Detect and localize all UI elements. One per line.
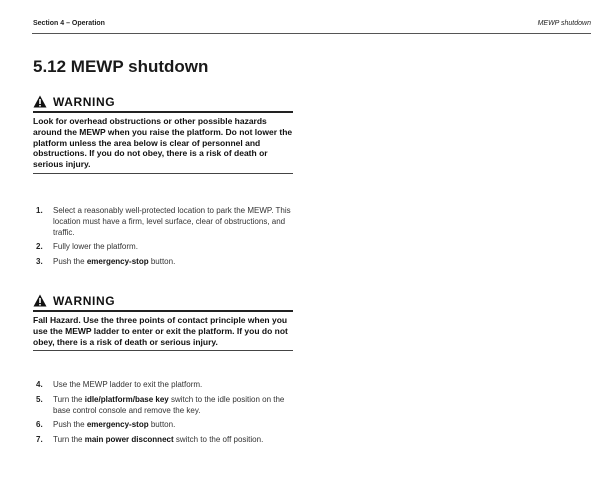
step-number: 3. — [36, 257, 43, 267]
control-name: idle/platform/base key — [84, 394, 169, 404]
warning-divider — [33, 111, 293, 113]
step-number: 1. — [36, 206, 43, 215]
step-text: Turn the — [53, 394, 85, 404]
warning-label: WARNING — [53, 293, 116, 308]
step-list — [33, 206, 293, 272]
control-name: main power disconnect — [84, 435, 174, 445]
step-text: Fully lower the platform. — [53, 242, 138, 252]
warning-triangle-icon — [33, 294, 47, 307]
step-number: 2. — [36, 242, 43, 252]
warning-triangle-icon — [33, 95, 47, 108]
warning-divider — [33, 350, 293, 351]
warning-box-overhead — [33, 94, 293, 174]
step-number: 6. — [36, 420, 43, 430]
step-number: 7. — [36, 435, 43, 445]
header-divider — [32, 33, 591, 34]
step-text: Push the — [53, 257, 87, 267]
step-text: Push the — [53, 420, 87, 430]
step-item — [33, 380, 293, 391]
step-item — [33, 257, 293, 268]
step-item — [33, 395, 293, 417]
step-text: switch to the off position. — [173, 435, 264, 445]
topic-header: MEWP shutdown — [537, 20, 591, 27]
step-item — [33, 420, 293, 431]
warning-divider — [33, 310, 293, 312]
step-number: 5. — [36, 394, 43, 404]
control-name: emergency-stop — [86, 257, 149, 267]
step-text: switch to the idle position on the base control console and remove the key. — [53, 394, 285, 415]
step-text: Select a reasonably well-protected location to park the MEWP. This location must have a firm, level surface, clear of obstructions, and traffic. — [53, 206, 291, 237]
page-title: 5.12 MEWP shutdown — [33, 57, 209, 76]
warning-text: Fall Hazard. Use the three points of contact principle when you use the MEWP ladder to enter or exit the platform. If you do not obey, there is a risk of death or serious injury. — [33, 315, 288, 347]
warning-divider — [33, 173, 293, 174]
step-item — [33, 206, 293, 238]
step-item — [33, 435, 293, 446]
warning-text: Look for overhead obstructions or other possible hazards around the MEWP when you raise the platform. Do not lower the platform unless the area below is clear of personnel and obstructions. If you do not obey, there is a risk of death or serious injury. — [33, 116, 293, 170]
step-number: 4. — [36, 380, 43, 389]
step-text: Use the MEWP ladder to exit the platform. — [53, 380, 203, 389]
step-list — [33, 380, 293, 450]
warning-label: WARNING — [53, 94, 116, 109]
control-name: emergency-stop — [86, 420, 149, 430]
section-header: Section 4 – Operation — [33, 20, 105, 27]
step-text: button. — [148, 420, 176, 430]
step-text: Turn the — [53, 435, 85, 445]
warning-box-fall-hazard — [33, 293, 293, 351]
step-item — [33, 242, 293, 253]
step-text: button. — [148, 257, 176, 267]
